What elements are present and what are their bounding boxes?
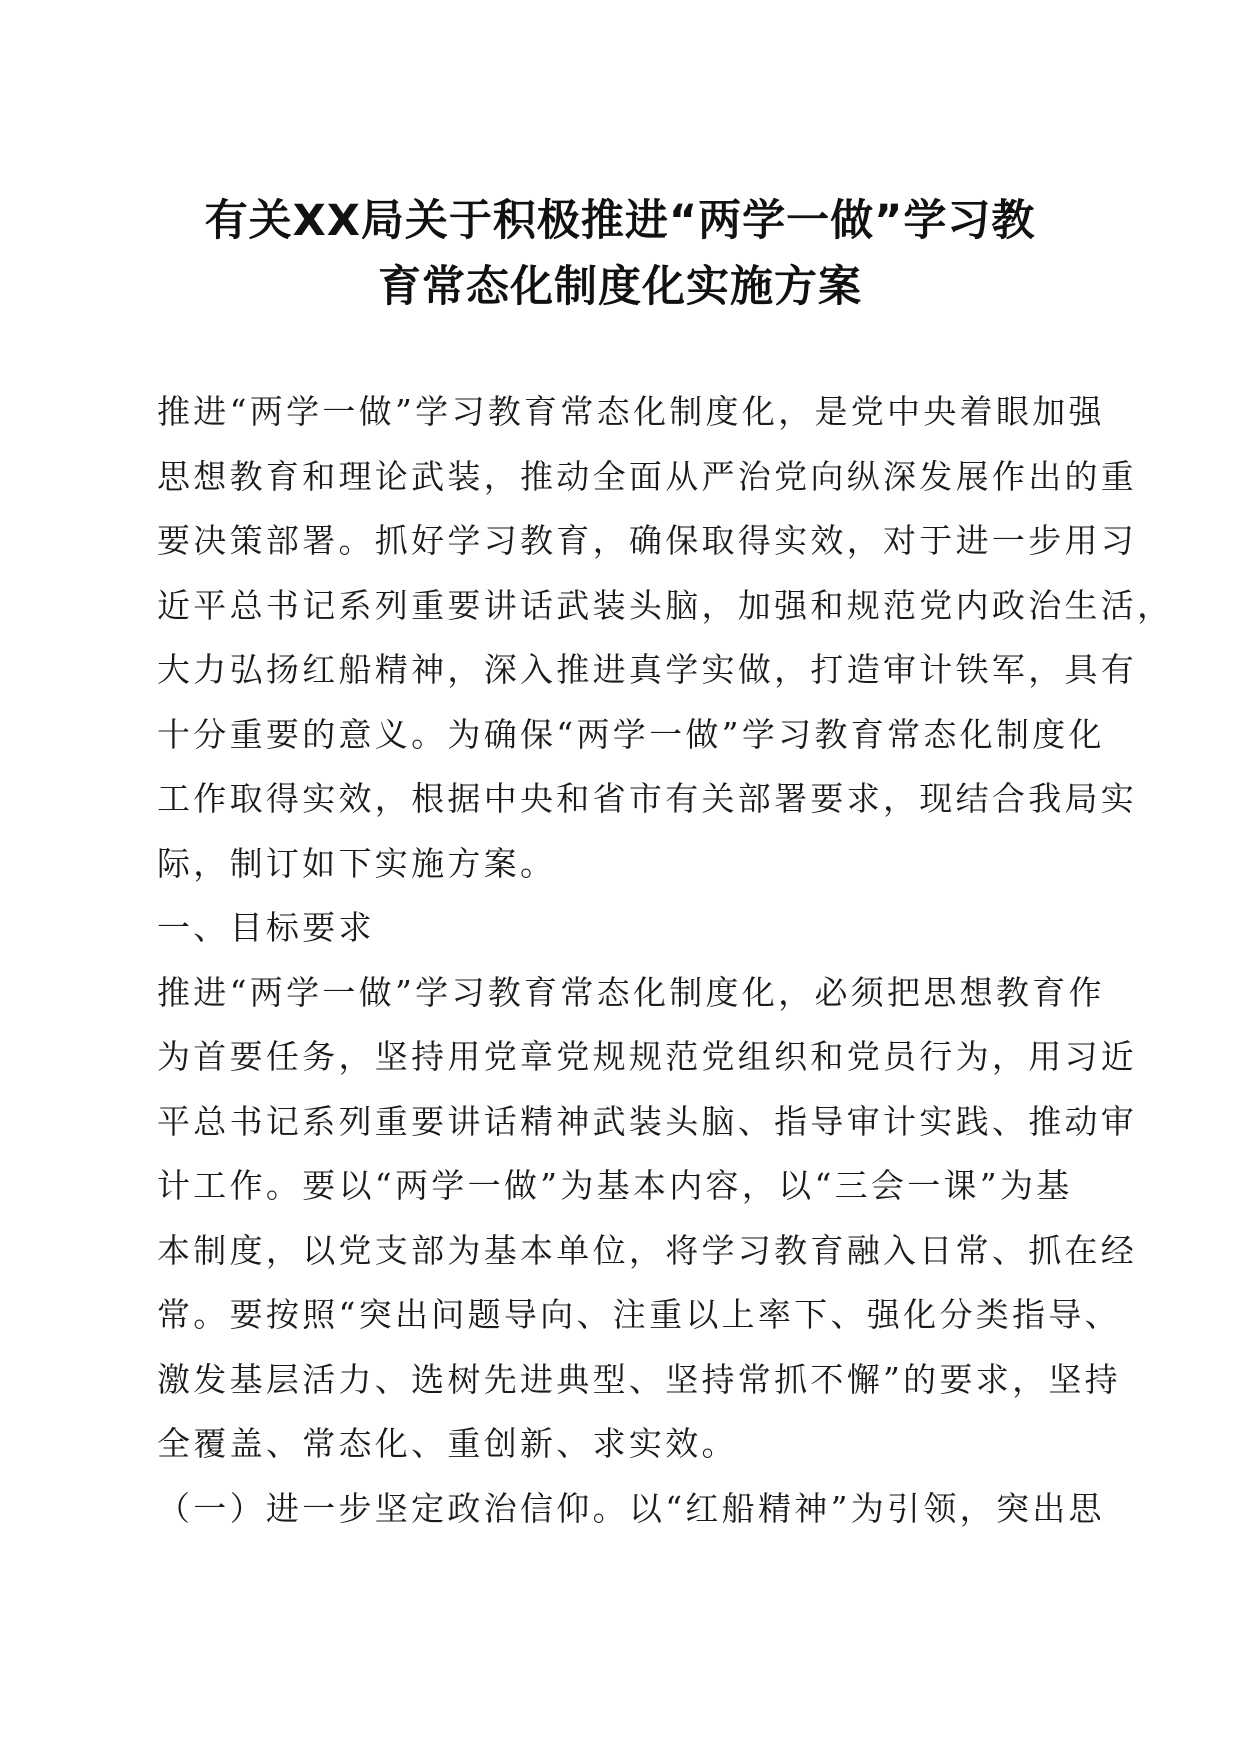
body-line: 全覆盖、常态化、重创新、求实效。 [157,1424,738,1463]
document-body [157,380,1174,1541]
body-line: 本制度，以党支部为基本单位，将学习教育融入日常、抓在经 [157,1230,1138,1270]
body-line: 为首要任务，坚持用党章党规规范党组织和党员行为，用习近 [157,1037,1138,1076]
body-line: 大力弘扬红船精神，深入推进真学实做，打造审计铁军，具有 [157,650,1138,689]
document-title [140,188,1100,320]
title-line-1: 有关XX局关于积极推进“两学一做”学习教 [204,196,1036,246]
subsection-heading: （一）进一步坚定政治信仰。以“红船精神”为引领，突出思 [157,1488,1105,1528]
body-line: 推进“两学一做”学习教育常态化制度化，必须把思想教育作 [157,972,1105,1012]
body-line: 际，制订如下实施方案。 [157,843,557,883]
body-line: 近平总书记系列重要讲话武装头脑，加强和规范党内政治生活， [157,585,1174,625]
body-line: 常。要按照“突出问题导向、注重以上率下、强化分类指导、 [157,1295,1121,1334]
body-line: 要决策部署。抓好学习教育，确保取得实效，对于进一步用习 [157,521,1138,560]
body-line: 激发基层活力、选树先进典型、坚持常抓不懈”的要求，坚持 [157,1359,1121,1399]
body-line: 思想教育和理论武装，推动全面从严治党向纵深发展作出的重 [157,456,1138,496]
body-line: 十分重要的意义。为确保“两学一做”学习教育常态化制度化 [157,714,1105,754]
title-line-2: 育常态化制度化实施方案 [378,262,862,312]
body-line: 推进“两学一做”学习教育常态化制度化，是党中央着眼加强 [157,392,1105,431]
section-heading: 一、目标要求 [157,908,375,947]
body-line: 计工作。要以“两学一做”为基本内容，以“三会一课”为基 [157,1166,1073,1205]
body-line: 工作取得实效，根据中央和省市有关部署要求，现结合我局实 [157,779,1138,818]
body-line: 平总书记系列重要讲话精神武装头脑、指导审计实践、推动审 [157,1101,1138,1141]
